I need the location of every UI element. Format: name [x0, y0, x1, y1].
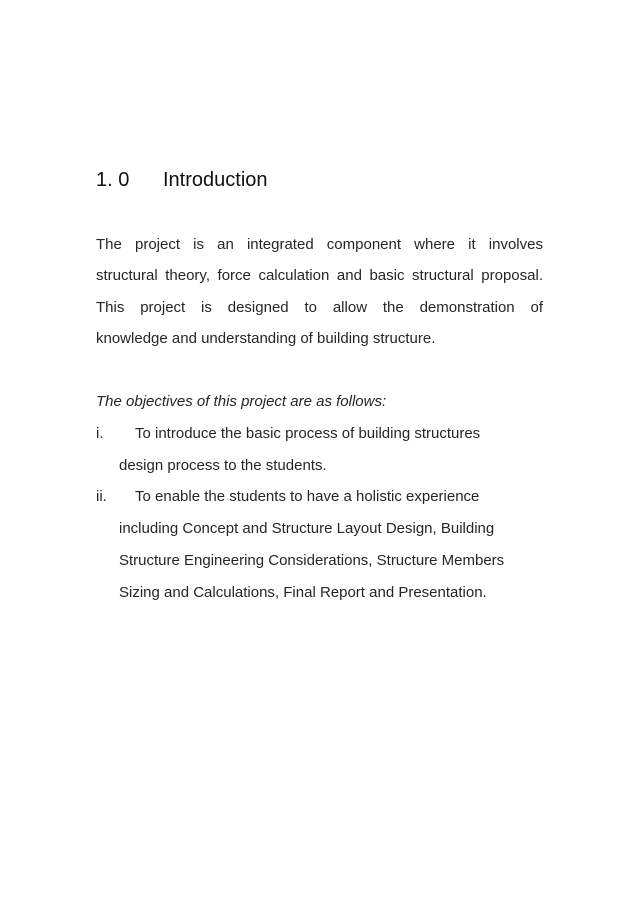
list-item-text: Structure Engineering Considerations, Structure Members	[119, 552, 505, 569]
paragraph-line: structural theory, force calculation and basic structural proposal.	[96, 267, 543, 284]
list-item-text: To introduce the basic process of building structures	[135, 425, 481, 442]
objectives-lead: The objectives of this project are as follows:	[96, 393, 387, 410]
list-item-text: To enable the students to have a holistic experience	[135, 488, 480, 505]
section-title: Introduction	[163, 169, 268, 191]
paragraph-line: The project is an integrated component where it involves	[96, 236, 543, 253]
section-number: 1. 0	[96, 169, 130, 191]
paragraph-line: knowledge and understanding of building structure.	[96, 330, 436, 347]
list-marker: ii.	[96, 488, 107, 505]
paragraph-line: This project is designed to allow the demonstration of	[96, 299, 543, 316]
list-item-text: including Concept and Structure Layout Design, Building	[119, 520, 495, 537]
list-item-text: design process to the students.	[119, 457, 327, 474]
list-marker: i.	[96, 425, 104, 442]
list-item-text: Sizing and Calculations, Final Report and Presentation.	[119, 584, 487, 601]
section-heading	[96, 167, 268, 193]
